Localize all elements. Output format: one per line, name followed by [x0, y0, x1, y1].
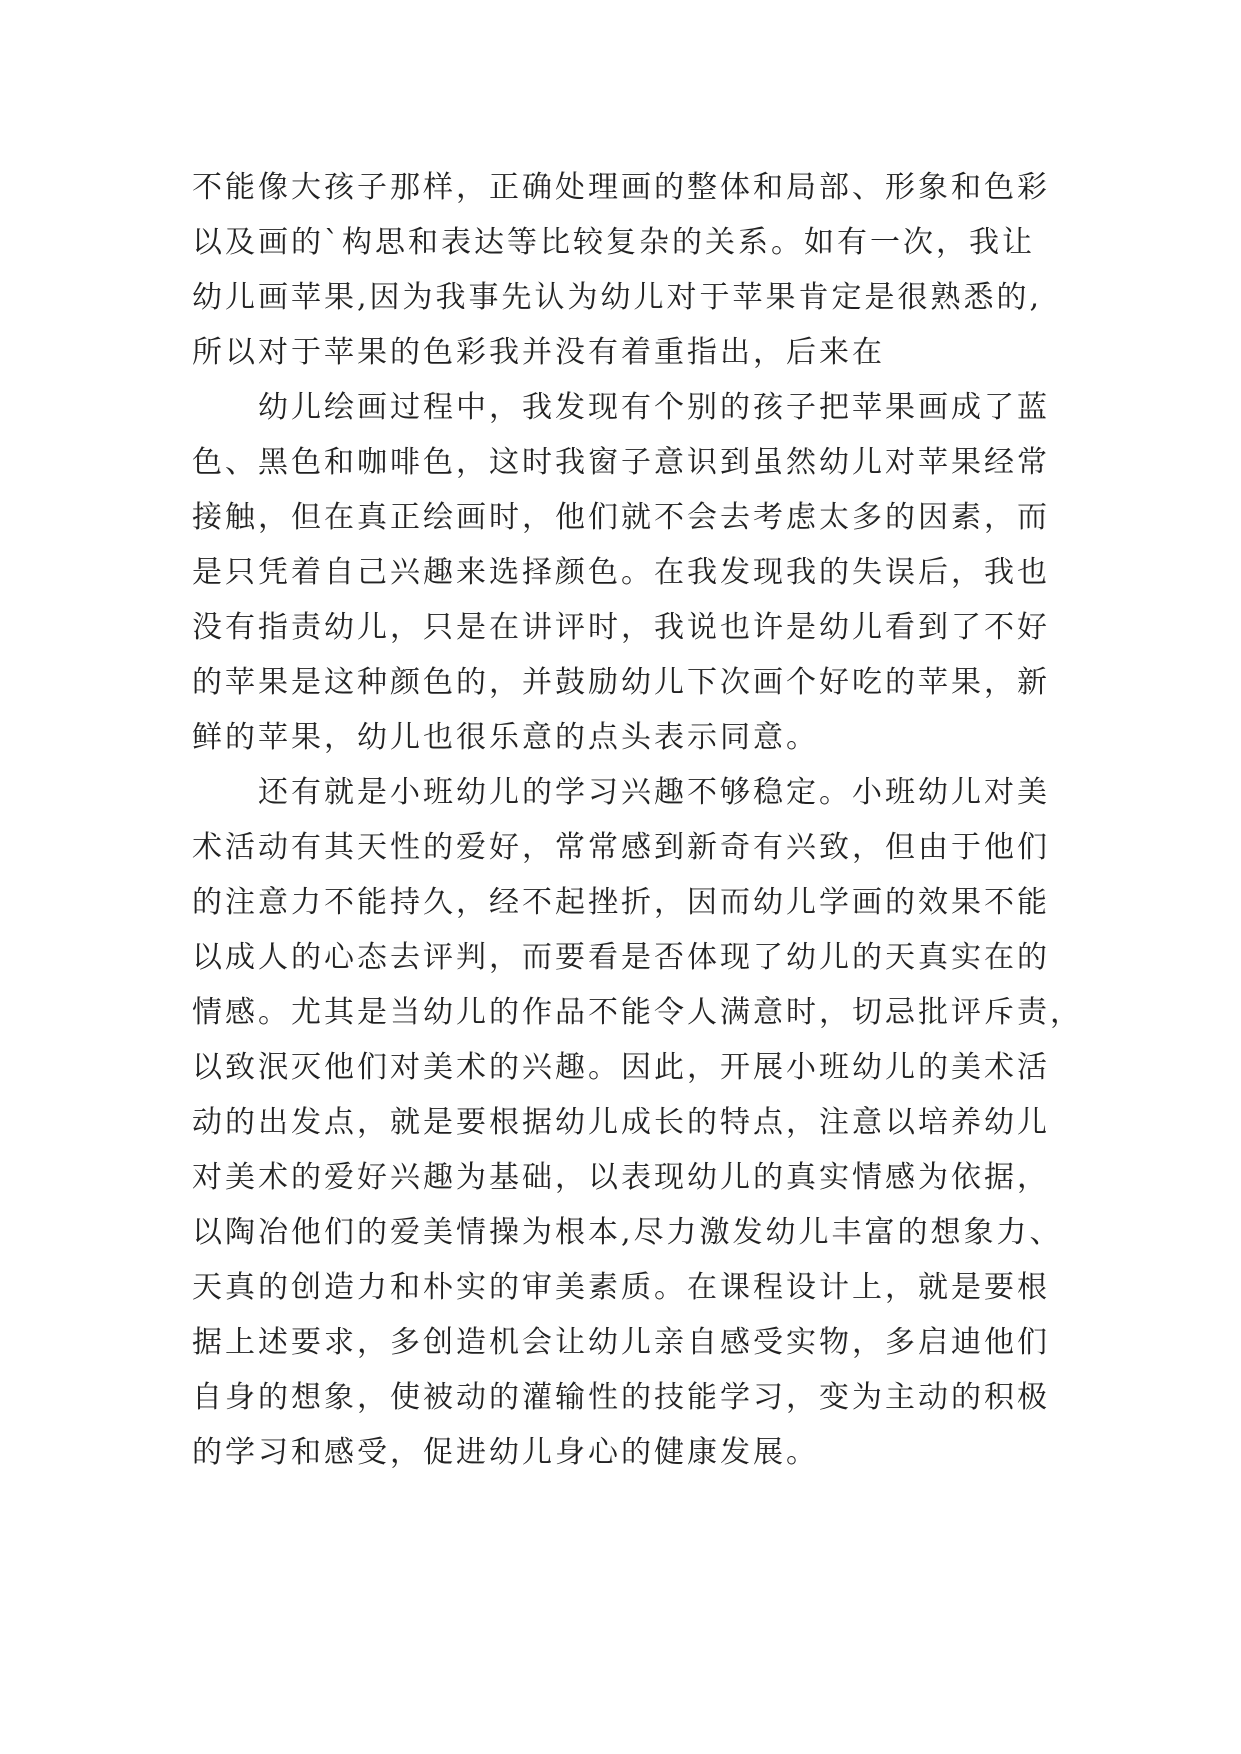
text-line: 是只凭着自己兴趣来选择颜色。在我发现我的失误后，我也	[192, 555, 1050, 590]
text-line: 鲜的苹果，幼儿也很乐意的点头表示同意。	[192, 720, 819, 755]
text-line-indented: 幼儿绘画过程中，我发现有个别的孩子把苹果画成了蓝	[258, 390, 1050, 425]
text-line: 以及画的`构思和表达等比较复杂的关系。如有一次，我让	[192, 225, 1035, 260]
text-line: 术活动有其天性的爱好，常常感到新奇有兴致，但由于他们	[192, 830, 1050, 865]
text-line: 以成人的心态去评判，而要看是否体现了幼儿的天真实在的	[192, 940, 1050, 975]
body-text	[192, 160, 1092, 1480]
text-line: 所以对于苹果的色彩我并没有着重指出，后来在	[192, 335, 885, 370]
text-line: 的学习和感受，促进幼儿身心的健康发展。	[192, 1435, 819, 1470]
text-line: 色、黑色和咖啡色，这时我窗子意识到虽然幼儿对苹果经常	[192, 445, 1050, 480]
text-line: 据上述要求，多创造机会让幼儿亲自感受实物，多启迪他们	[192, 1325, 1050, 1360]
text-line: 动的出发点，就是要根据幼儿成长的特点，注意以培养幼儿	[192, 1105, 1050, 1140]
text-line: 天真的创造力和朴实的审美素质。在课程设计上，就是要根	[192, 1270, 1050, 1305]
text-line: 自身的想象，使被动的灌输性的技能学习，变为主动的积极	[192, 1380, 1050, 1415]
text-line-indented: 还有就是小班幼儿的学习兴趣不够稳定。小班幼儿对美	[258, 775, 1050, 810]
text-line: 以陶冶他们的爱美情操为根本,尽力激发幼儿丰富的想象力、	[192, 1215, 1063, 1250]
text-line: 的注意力不能持久，经不起挫折，因而幼儿学画的效果不能	[192, 885, 1050, 920]
text-line: 不能像大孩子那样，正确处理画的整体和局部、形象和色彩	[192, 170, 1050, 205]
text-line: 的苹果是这种颜色的，并鼓励幼儿下次画个好吃的苹果，新	[192, 665, 1050, 700]
text-line: 没有指责幼儿，只是在讲评时，我说也许是幼儿看到了不好	[192, 610, 1050, 645]
text-line: 接触，但在真正绘画时，他们就不会去考虑太多的因素，而	[192, 500, 1050, 535]
text-line: 幼儿画苹果,因为我事先认为幼儿对于苹果肯定是很熟悉的,	[192, 280, 1043, 315]
text-line: 以致泯灭他们对美术的兴趣。因此，开展小班幼儿的美术活	[192, 1050, 1050, 1085]
text-line: 对美术的爱好兴趣为基础，以表现幼儿的真实情感为依据，	[192, 1160, 1050, 1195]
text-line: 情感。尤其是当幼儿的作品不能令人满意时，切忌批评斥责，	[192, 995, 1083, 1030]
